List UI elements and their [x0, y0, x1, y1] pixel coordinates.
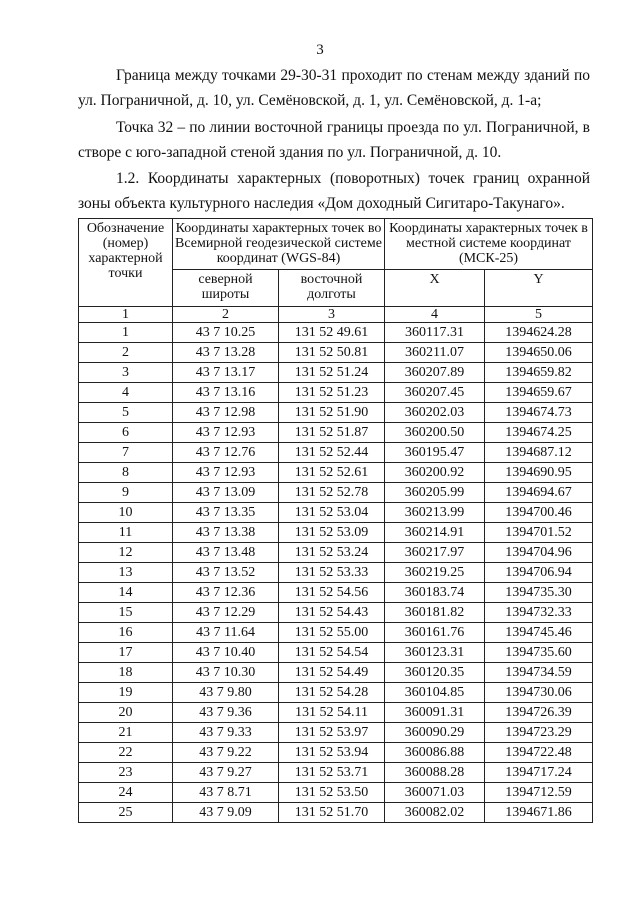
east-longitude-cell: 131 52 51.70	[279, 803, 385, 823]
table-row	[79, 403, 593, 423]
x-coordinate-cell: 360088.28	[385, 763, 485, 783]
x-coordinate-cell: 360219.25	[385, 563, 485, 583]
x-coordinate-cell: 360202.03	[385, 403, 485, 423]
y-coordinate-cell: 1394723.29	[485, 723, 593, 743]
x-coordinate-cell: 360120.35	[385, 663, 485, 683]
table-row	[79, 763, 593, 783]
table-row	[79, 703, 593, 723]
y-coordinate-cell: 1394722.48	[485, 743, 593, 763]
table-row	[79, 583, 593, 603]
table-row	[79, 563, 593, 583]
table-row	[79, 483, 593, 503]
header-east-longitude: восточной долготы	[279, 270, 385, 307]
east-longitude-cell: 131 52 53.09	[279, 523, 385, 543]
x-coordinate-cell: 360207.45	[385, 383, 485, 403]
point-number-cell: 8	[79, 463, 173, 483]
north-latitude-cell: 43 7 10.40	[173, 643, 279, 663]
east-longitude-cell: 131 52 54.54	[279, 643, 385, 663]
column-number: 5	[485, 307, 593, 323]
x-coordinate-cell: 360205.99	[385, 483, 485, 503]
east-longitude-cell: 131 52 54.49	[279, 663, 385, 683]
point-number-cell: 5	[79, 403, 173, 423]
y-coordinate-cell: 1394726.39	[485, 703, 593, 723]
table-row	[79, 463, 593, 483]
y-coordinate-cell: 1394735.30	[485, 583, 593, 603]
y-coordinate-cell: 1394674.73	[485, 403, 593, 423]
table-row	[79, 423, 593, 443]
column-number: 2	[173, 307, 279, 323]
north-latitude-cell: 43 7 12.93	[173, 463, 279, 483]
east-longitude-cell: 131 52 53.04	[279, 503, 385, 523]
north-latitude-cell: 43 7 11.64	[173, 623, 279, 643]
table-row	[79, 663, 593, 683]
point-number-cell: 14	[79, 583, 173, 603]
table-row	[79, 683, 593, 703]
table-row	[79, 363, 593, 383]
y-coordinate-cell: 1394674.25	[485, 423, 593, 443]
table-row	[79, 603, 593, 623]
x-coordinate-cell: 360117.31	[385, 323, 485, 343]
x-coordinate-cell: 360200.50	[385, 423, 485, 443]
table-row	[79, 503, 593, 523]
east-longitude-cell: 131 52 52.61	[279, 463, 385, 483]
north-latitude-cell: 43 7 13.38	[173, 523, 279, 543]
x-coordinate-cell: 360217.97	[385, 543, 485, 563]
x-coordinate-cell: 360213.99	[385, 503, 485, 523]
header-wgs84-coordinates: Координаты характерных точек во Всемирной геодезической системе координат (WGS-84)	[173, 219, 385, 270]
table-row	[79, 543, 593, 563]
east-longitude-cell: 131 52 53.71	[279, 763, 385, 783]
north-latitude-cell: 43 7 13.35	[173, 503, 279, 523]
y-coordinate-cell: 1394700.46	[485, 503, 593, 523]
north-latitude-cell: 43 7 12.36	[173, 583, 279, 603]
x-coordinate-cell: 360195.47	[385, 443, 485, 463]
east-longitude-cell: 131 52 53.50	[279, 783, 385, 803]
column-number: 3	[279, 307, 385, 323]
east-longitude-cell: 131 52 54.28	[279, 683, 385, 703]
table-row	[79, 723, 593, 743]
east-longitude-cell: 131 52 51.87	[279, 423, 385, 443]
point-number-cell: 7	[79, 443, 173, 463]
north-latitude-cell: 43 7 9.36	[173, 703, 279, 723]
paragraph-text: Граница между точками 29-30-31 проходит по стенам между зданий по ул. Пограничной, д. 10, ул. Семёновской, д. 1, ул. Семёновской, д. 1-а;	[78, 67, 590, 109]
point-number-cell: 4	[79, 383, 173, 403]
north-latitude-cell: 43 7 13.09	[173, 483, 279, 503]
x-coordinate-cell: 360123.31	[385, 643, 485, 663]
table-row	[79, 343, 593, 363]
point-number-cell: 17	[79, 643, 173, 663]
x-coordinate-cell: 360082.02	[385, 803, 485, 823]
point-number-cell: 11	[79, 523, 173, 543]
paragraph-section-1-2	[78, 166, 590, 216]
y-coordinate-cell: 1394706.94	[485, 563, 593, 583]
x-coordinate-cell: 360200.92	[385, 463, 485, 483]
north-latitude-cell: 43 7 9.22	[173, 743, 279, 763]
point-number-cell: 10	[79, 503, 173, 523]
point-number-cell: 18	[79, 663, 173, 683]
north-latitude-cell: 43 7 9.09	[173, 803, 279, 823]
north-latitude-cell: 43 7 9.33	[173, 723, 279, 743]
table-row	[79, 523, 593, 543]
x-coordinate-cell: 360181.82	[385, 603, 485, 623]
table-row	[79, 323, 593, 343]
north-latitude-cell: 43 7 10.30	[173, 663, 279, 683]
east-longitude-cell: 131 52 52.78	[279, 483, 385, 503]
x-coordinate-cell: 360086.88	[385, 743, 485, 763]
y-coordinate-cell: 1394717.24	[485, 763, 593, 783]
y-coordinate-cell: 1394687.12	[485, 443, 593, 463]
north-latitude-cell: 43 7 13.16	[173, 383, 279, 403]
y-coordinate-cell: 1394734.59	[485, 663, 593, 683]
header-point-designation: Обозначение (номер) характерной точки	[79, 219, 173, 307]
point-number-cell: 9	[79, 483, 173, 503]
header-x: X	[385, 270, 485, 307]
point-number-cell: 13	[79, 563, 173, 583]
north-latitude-cell: 43 7 9.80	[173, 683, 279, 703]
east-longitude-cell: 131 52 51.90	[279, 403, 385, 423]
north-latitude-cell: 43 7 9.27	[173, 763, 279, 783]
y-coordinate-cell: 1394650.06	[485, 343, 593, 363]
north-latitude-cell: 43 7 12.76	[173, 443, 279, 463]
east-longitude-cell: 131 52 50.81	[279, 343, 385, 363]
coordinates-table	[78, 218, 593, 823]
table-row	[79, 383, 593, 403]
east-longitude-cell: 131 52 54.56	[279, 583, 385, 603]
point-number-cell: 23	[79, 763, 173, 783]
column-number: 1	[79, 307, 173, 323]
east-longitude-cell: 131 52 55.00	[279, 623, 385, 643]
east-longitude-cell: 131 52 54.43	[279, 603, 385, 623]
table-row	[79, 443, 593, 463]
point-number-cell: 20	[79, 703, 173, 723]
table-row	[79, 623, 593, 643]
y-coordinate-cell: 1394690.95	[485, 463, 593, 483]
paragraph-point-32	[78, 115, 590, 165]
north-latitude-cell: 43 7 8.71	[173, 783, 279, 803]
north-latitude-cell: 43 7 13.28	[173, 343, 279, 363]
east-longitude-cell: 131 52 53.97	[279, 723, 385, 743]
point-number-cell: 16	[79, 623, 173, 643]
y-coordinate-cell: 1394671.86	[485, 803, 593, 823]
x-coordinate-cell: 360207.89	[385, 363, 485, 383]
x-coordinate-cell: 360214.91	[385, 523, 485, 543]
y-coordinate-cell: 1394704.96	[485, 543, 593, 563]
column-number: 4	[385, 307, 485, 323]
y-coordinate-cell: 1394694.67	[485, 483, 593, 503]
east-longitude-cell: 131 52 51.24	[279, 363, 385, 383]
y-coordinate-cell: 1394732.33	[485, 603, 593, 623]
y-coordinate-cell: 1394624.28	[485, 323, 593, 343]
y-coordinate-cell: 1394712.59	[485, 783, 593, 803]
table-row	[79, 743, 593, 763]
y-coordinate-cell: 1394730.06	[485, 683, 593, 703]
point-number-cell: 22	[79, 743, 173, 763]
north-latitude-cell: 43 7 13.52	[173, 563, 279, 583]
paragraph-text: Точка 32 – по линии восточной границы проезда по ул. Пограничной, в створе с юго-западной стеной здания по ул. Пограничной, д. 10.	[78, 119, 590, 161]
paragraph-text: 1.2. Координаты характерных (поворотных) точек границ охранной зоны объекта культурного наследия «Дом доходный Сигитаро-Такунаго».	[78, 170, 590, 212]
y-coordinate-cell: 1394659.82	[485, 363, 593, 383]
table-row	[79, 803, 593, 823]
east-longitude-cell: 131 52 53.94	[279, 743, 385, 763]
y-coordinate-cell: 1394735.60	[485, 643, 593, 663]
east-longitude-cell: 131 52 52.44	[279, 443, 385, 463]
y-coordinate-cell: 1394659.67	[485, 383, 593, 403]
x-coordinate-cell: 360211.07	[385, 343, 485, 363]
point-number-cell: 3	[79, 363, 173, 383]
x-coordinate-cell: 360091.31	[385, 703, 485, 723]
point-number-cell: 21	[79, 723, 173, 743]
x-coordinate-cell: 360161.76	[385, 623, 485, 643]
north-latitude-cell: 43 7 12.98	[173, 403, 279, 423]
y-coordinate-cell: 1394701.52	[485, 523, 593, 543]
north-latitude-cell: 43 7 13.17	[173, 363, 279, 383]
table-row	[79, 783, 593, 803]
east-longitude-cell: 131 52 54.11	[279, 703, 385, 723]
point-number-cell: 19	[79, 683, 173, 703]
east-longitude-cell: 131 52 49.61	[279, 323, 385, 343]
point-number-cell: 6	[79, 423, 173, 443]
point-number-cell: 25	[79, 803, 173, 823]
page-number: 3	[316, 42, 324, 58]
point-number-cell: 12	[79, 543, 173, 563]
x-coordinate-cell: 360183.74	[385, 583, 485, 603]
north-latitude-cell: 43 7 12.93	[173, 423, 279, 443]
point-number-cell: 24	[79, 783, 173, 803]
paragraph-boundary-29-31	[78, 63, 590, 113]
north-latitude-cell: 43 7 10.25	[173, 323, 279, 343]
y-coordinate-cell: 1394745.46	[485, 623, 593, 643]
x-coordinate-cell: 360071.03	[385, 783, 485, 803]
header-north-latitude: северной широты	[173, 270, 279, 307]
east-longitude-cell: 131 52 53.33	[279, 563, 385, 583]
north-latitude-cell: 43 7 13.48	[173, 543, 279, 563]
header-y: Y	[485, 270, 593, 307]
point-number-cell: 1	[79, 323, 173, 343]
point-number-cell: 2	[79, 343, 173, 363]
table-body	[79, 323, 593, 823]
north-latitude-cell: 43 7 12.29	[173, 603, 279, 623]
x-coordinate-cell: 360104.85	[385, 683, 485, 703]
x-coordinate-cell: 360090.29	[385, 723, 485, 743]
east-longitude-cell: 131 52 53.24	[279, 543, 385, 563]
header-msk25-coordinates: Координаты характерных точек в местной системе координат (МСК-25)	[385, 219, 593, 270]
point-number-cell: 15	[79, 603, 173, 623]
east-longitude-cell: 131 52 51.23	[279, 383, 385, 403]
table-row	[79, 643, 593, 663]
